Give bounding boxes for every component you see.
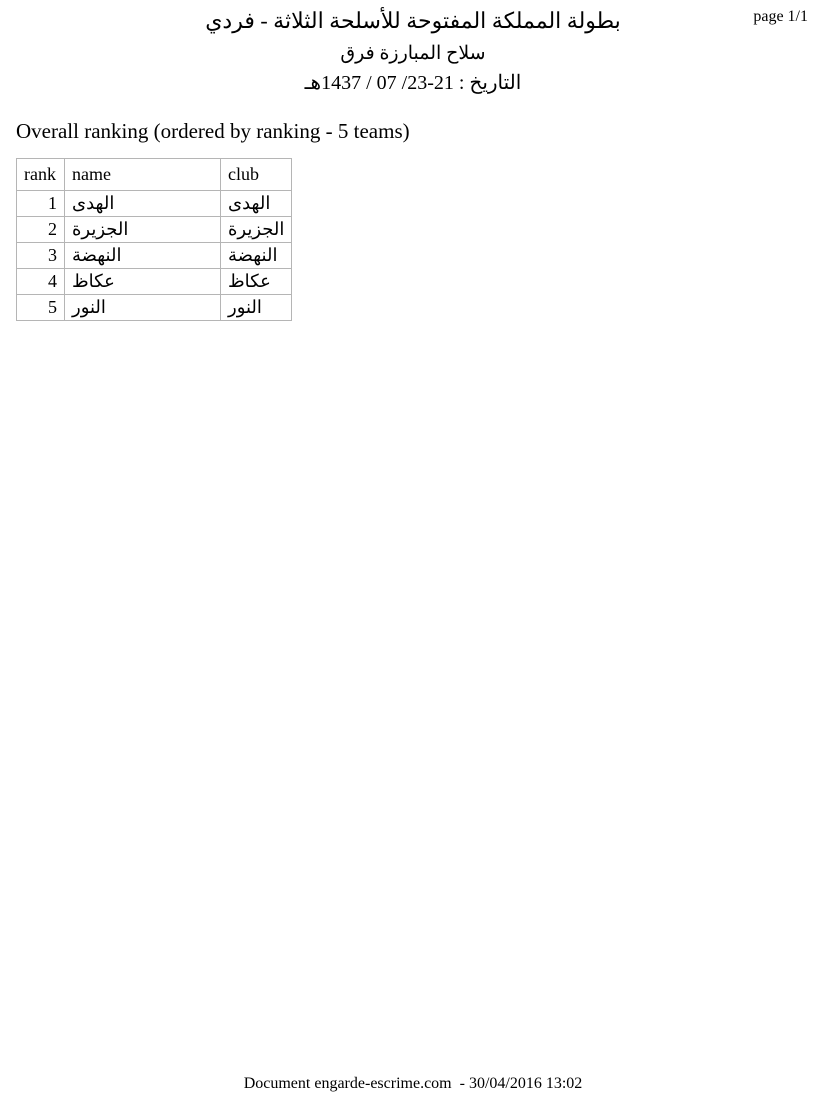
club-cell: النور [221,295,292,321]
club-cell: الهدى [221,191,292,217]
rank-cell: 2 [17,217,65,243]
rank-cell: 1 [17,191,65,217]
document-footer: Document engarde-escrime.com - 30/04/2016 13:02 [243,1075,583,1092]
club-cell: النهضة [221,243,292,269]
table-row [17,243,292,269]
club-cell: الجزيرة [221,217,292,243]
column-header-rank: rank [17,159,65,191]
name-cell: عكاظ [65,269,221,295]
name-cell: النور [65,295,221,321]
name-cell: النهضة [65,243,221,269]
page-number: page 1/1 [753,8,808,25]
rank-cell: 5 [17,295,65,321]
ranking-table [16,158,292,321]
table-row [17,269,292,295]
table-row [17,217,292,243]
weapon-subtitle: سلاح المبارزة فرق [340,43,486,64]
name-cell: الهدى [65,191,221,217]
table-header-row [17,159,292,191]
club-cell: عكاظ [221,269,292,295]
name-cell: الجزيرة [65,217,221,243]
table-row [17,191,292,217]
rank-cell: 3 [17,243,65,269]
table-row [17,295,292,321]
competition-title: بطولة المملكة المفتوحة للأسلحة الثلاثة - فردي [205,8,621,33]
rank-cell: 4 [17,269,65,295]
column-header-name: name [65,159,221,191]
section-heading: Overall ranking (ordered by ranking - 5 teams) [16,119,410,143]
column-header-club: club [221,159,292,191]
date-line: التاريخ : 21-23/ 07 / 1437هـ [304,72,522,94]
